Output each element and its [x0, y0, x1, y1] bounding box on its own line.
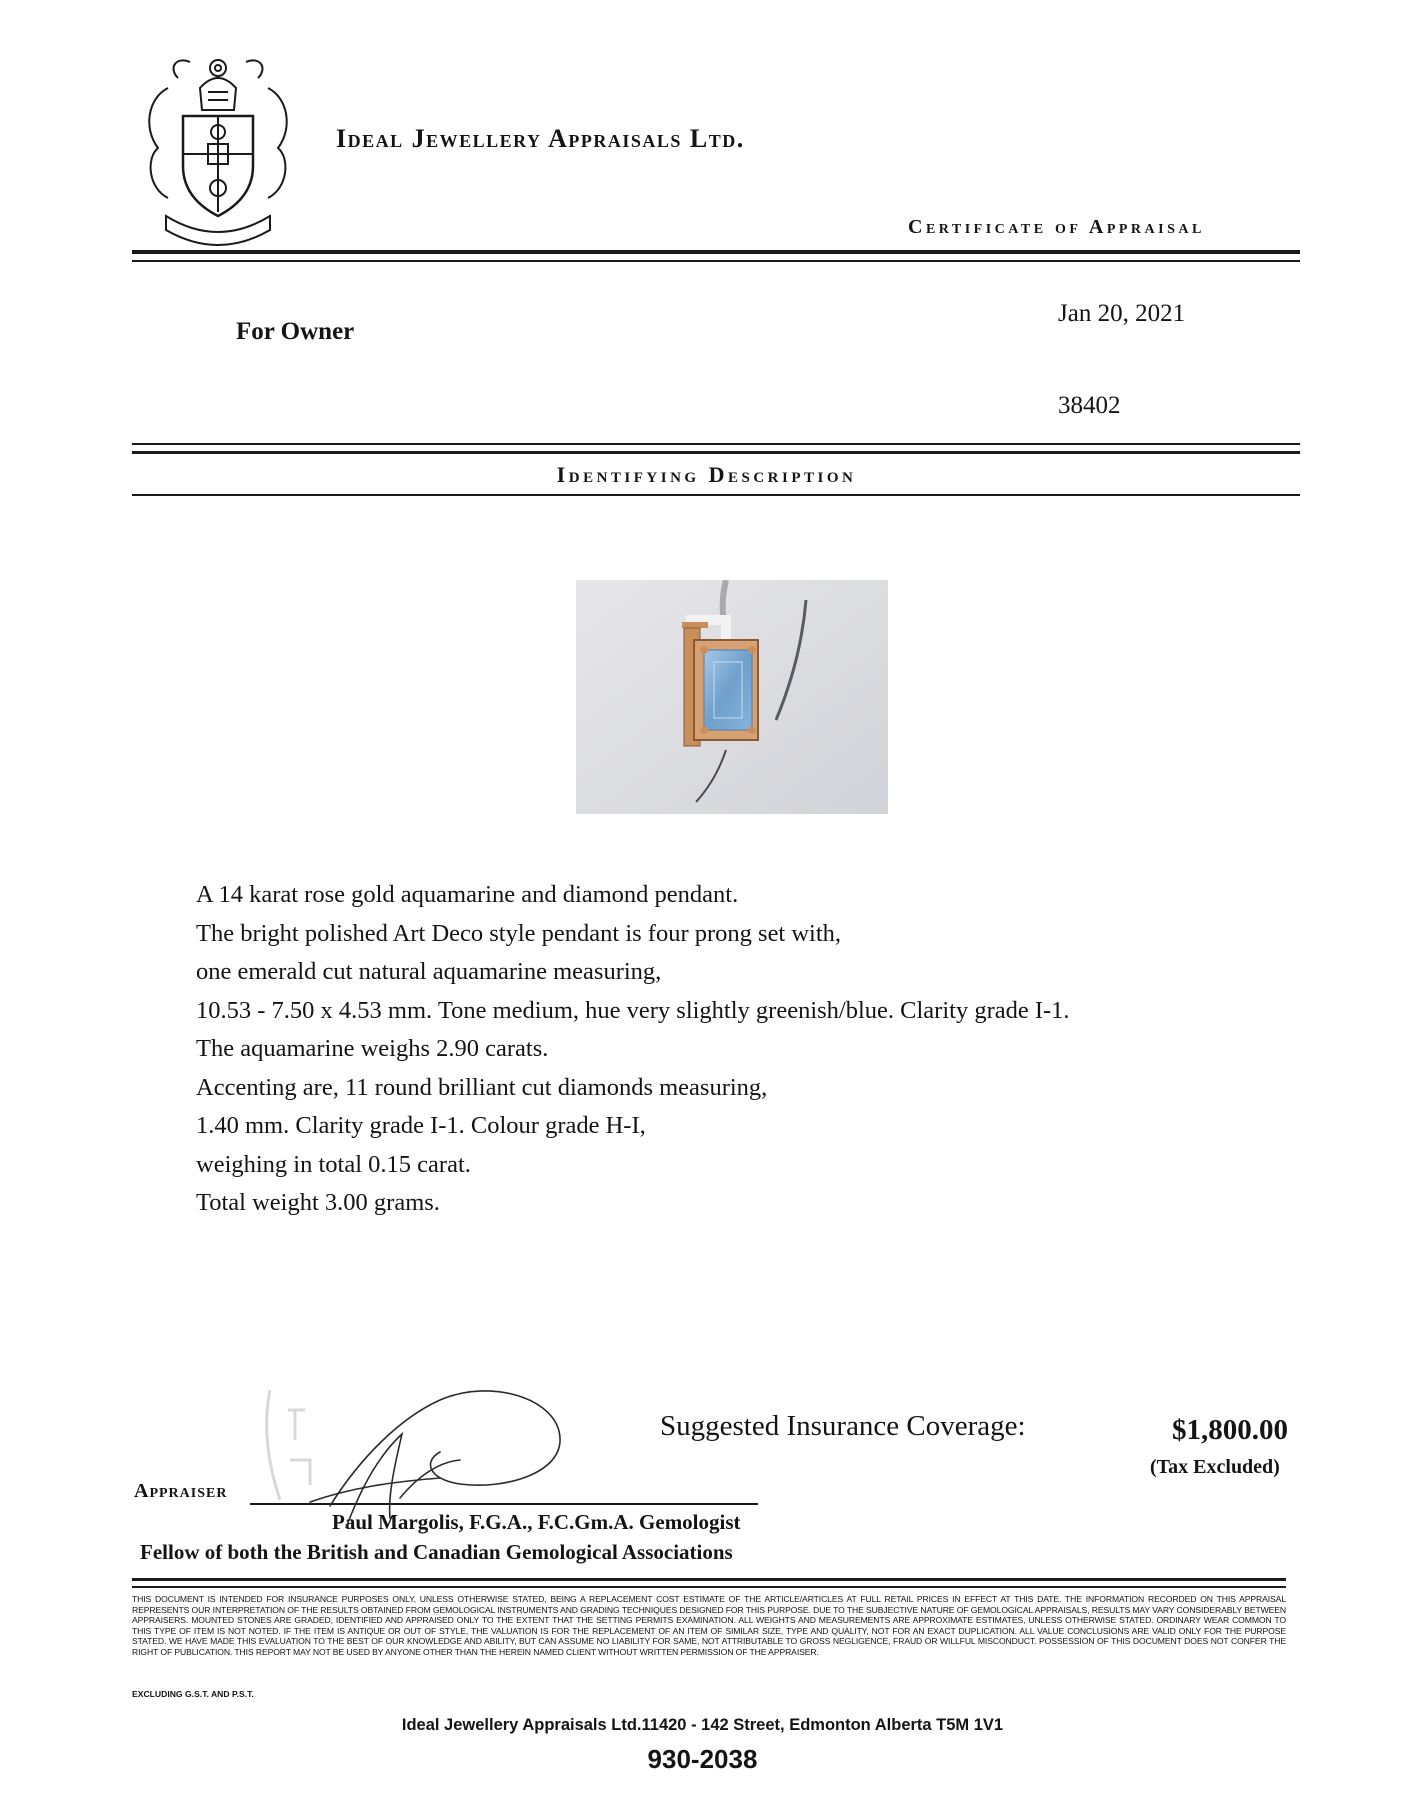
footer-address: Ideal Jewellery Appraisals Ltd.11420 - 142 Street, Edmonton Alberta T5M 1V1 — [401, 1716, 1004, 1734]
title-divider-thick — [132, 250, 1300, 254]
appraiser-label: Appraiser — [134, 1480, 228, 1502]
tax-note: (Tax Excluded) — [1150, 1456, 1280, 1478]
company-name: Ideal Jewellery Appraisals Ltd. — [336, 124, 745, 153]
disclaimer-divider-thin — [132, 1586, 1286, 1588]
description-line: Accenting are, 11 round brilliant cut diamonds measuring, — [196, 1073, 768, 1101]
description-line: weighing in total 0.15 carat. — [196, 1150, 471, 1178]
description-line: A 14 karat rose gold aquamarine and diamond pendant. — [196, 881, 739, 908]
description-line: one emerald cut natural aquamarine measuring, — [196, 958, 662, 985]
coat-of-arms-logo — [138, 48, 298, 248]
appraisal-date: Jan 20, 2021 — [1058, 300, 1186, 327]
description-line: The aquamarine weighs 2.90 carats. — [196, 1035, 549, 1062]
reference-number: 38402 — [1058, 392, 1121, 419]
coverage-label: Suggested Insurance Coverage: — [660, 1410, 1026, 1442]
document-title: Certificate of Appraisal — [908, 216, 1205, 238]
appraiser-signature — [290, 1378, 580, 1528]
coverage-amount: $1,800.00 — [1172, 1414, 1288, 1446]
title-divider-thin — [132, 260, 1300, 262]
section-title: Identifying Description — [556, 462, 857, 487]
appraiser-name: Paul Margolis, F.G.A., F.C.Gm.A. Gemologist — [332, 1510, 741, 1534]
footer-phone: 930-2038 — [647, 1744, 758, 1774]
appraiser-fellowship: Fellow of both the British and Canadian Gemological Associations — [140, 1540, 733, 1564]
description-line: The bright polished Art Deco style pendant is four prong set with, — [196, 919, 842, 947]
disclaimer-divider-thick — [132, 1578, 1286, 1581]
section-divider-bottom — [132, 494, 1300, 496]
disclaimer-text: THIS DOCUMENT IS INTENDED FOR INSURANCE PURPOSES ONLY, UNLESS OTHERWISE STATED, BEING A REPLACEMENT COST ESTIMATE OF THE ARTICLE/ARTICLES AT FULL RETAIL PRICES IN EFFECT AT THIS DATE. THE INFORMATION RECORDED ON THIS APPRAISAL REPRESENTS OUR INTERPRETATION OF THE RESULTS OBTAINED FROM GEMOLOGICAL INSTRUMENTS AND GRADING TECHNIQUES DESIGNED FOR THIS PURPOSE. DUE TO THE SUBJECTIVE NATURE OF GEMOLOGICAL APPRAISALS, RESULTS MAY VARY CONSIDERABLY BETWEEN APPRAISERS. MOUNTED STONES ARE GRADED, IDENTIFIED AND APPRAISED ONLY TO THE EXTENT THAT THE SETTING PERMITS EXAMINATION. ALL WEIGHTS AND MEASUREMENTS ARE APPROXIMATE ESTIMATES, UNLESS OTHERWISE STATED. ORDINARY WEAR COMMON TO THIS TYPE OF ITEM IS NOT NOTED. IF THE ITEM IS ANTIQUE OR OUT OF STYLE, THE VALUATION IS FOR THE REPLACEMENT OF AN ITEM OF SIMILAR SIZE, TYPE AND QUALITY, NOT FOR AN EXACT DUPLICATION. ALL VALUE CONCLUSIONS ARE VALID ONLY FOR THE PURPOSE STATED. WE HAVE MADE THIS EVALUATION TO THE BEST OF OUR KNOWLEDGE AND ABILITY, BUT CAN ASSUME NO LIABILITY FOR SAME, NOT ATTRIBUTABLE TO GROSS NEGLIGENCE, FRAUD OR WILLFUL MISCONDUCT. POSSESSION OF THIS DOCUMENT DOES NOT CONFER THE RIGHT OF PUBLICATION. THIS REPORT MAY NOT BE USED BY ANYONE OTHER THAN THE HEREIN NAMED CLIENT WITHOUT WRITTEN PERMISSION OF THE APPRAISER. — [132, 1594, 1286, 1657]
section-divider-top-thick — [132, 451, 1300, 454]
item-description — [196, 876, 1070, 1223]
description-line: Total weight 3.00 grams. — [196, 1189, 440, 1216]
pendant-photo — [576, 580, 888, 814]
section-divider-top-thin — [132, 443, 1300, 445]
tax-exclusion-note: EXCLUDING G.S.T. AND P.S.T. — [132, 1689, 254, 1699]
recipient-label: For Owner — [236, 318, 355, 345]
description-line: 10.53 - 7.50 x 4.53 mm. Tone medium, hue very slightly greenish/blue. Clarity grade I-1. — [196, 996, 1070, 1024]
description-line: 1.40 mm. Clarity grade I-1. Colour grade H-I, — [196, 1112, 646, 1139]
